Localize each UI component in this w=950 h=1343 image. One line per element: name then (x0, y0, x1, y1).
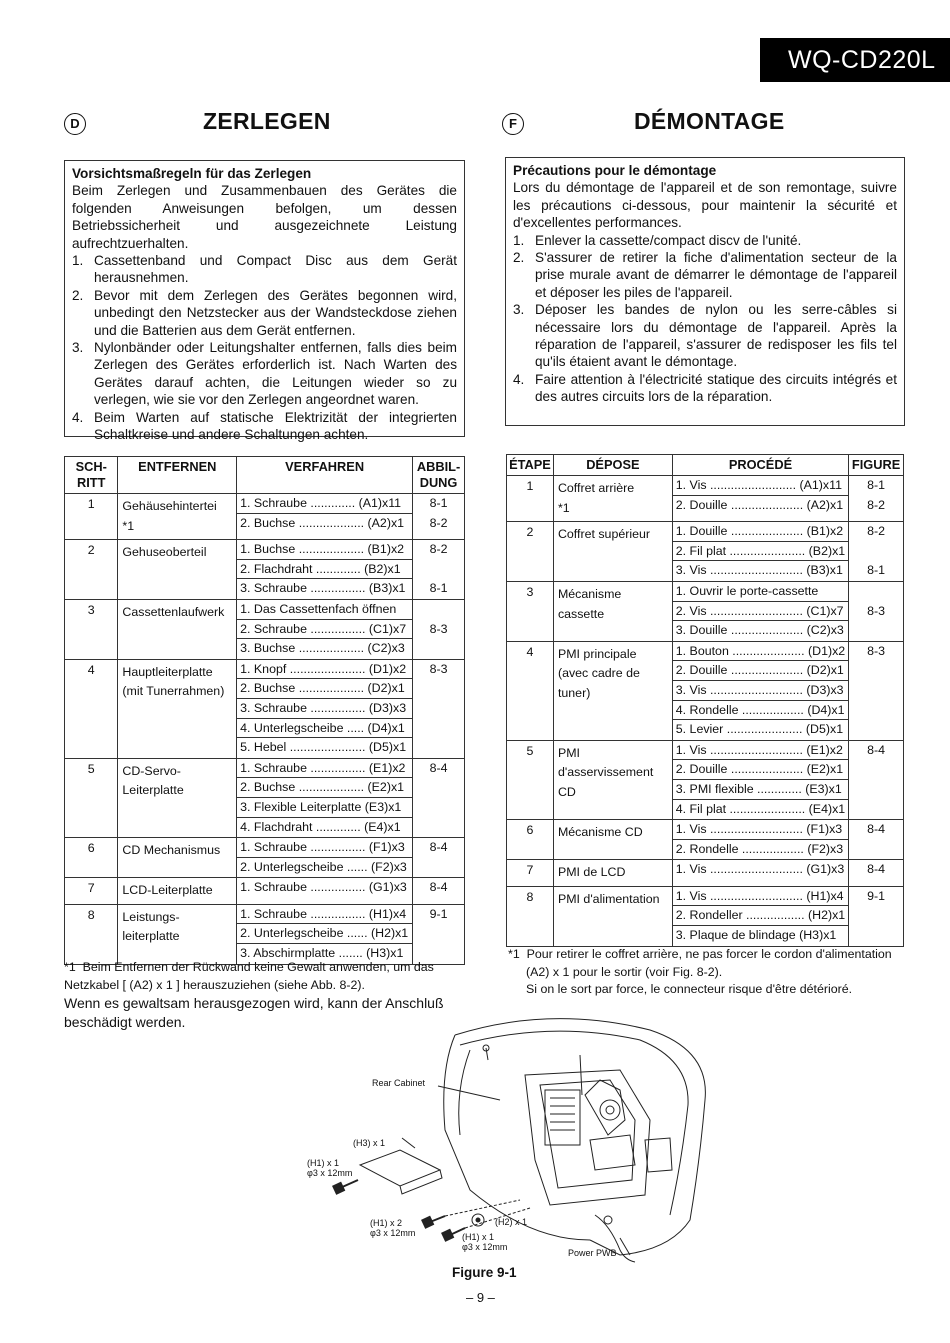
procedure-line: 2. Buchse ................... (E2)x1 (237, 778, 412, 798)
part-line: Coffret arrière (557, 481, 635, 495)
list-item: 1. Enlever la cassette/compact discv de l'unité. (513, 232, 802, 248)
figure-ref (849, 906, 903, 926)
part-cell (553, 476, 672, 522)
french-table-body (507, 476, 904, 947)
table-row (507, 820, 904, 860)
figure-ref (849, 720, 903, 740)
figure-ref: 8-4 (867, 822, 886, 837)
part-line: Leiterplatte (122, 783, 184, 798)
step-cell: 1 (507, 476, 554, 522)
german-section-title: ZERLEGEN (203, 108, 331, 134)
step-cell: 4 (507, 641, 554, 740)
german-disassembly-table (64, 456, 465, 965)
list-item: 4. Faire attention à l'électricité statique des circuits intégrés et des autres circuits lors de la réparation. (513, 371, 897, 405)
header-figure: ABBIL-DUNG (413, 457, 465, 494)
french-footnote (508, 946, 928, 999)
figure-ref (849, 621, 903, 641)
figure-cell (413, 838, 465, 878)
figure-ref (849, 701, 903, 721)
list-item: 4. Beim Warten auf statische Elektrizität der integrierten Schaltkreise und andere Schaltungen achten. (72, 409, 457, 443)
list-item: 3. Nylonbänder oder Leitungshalter entfernen, falls dies beim Zerlegen des Gerätes erforderlich ist. Nach Warten des Gerätes darauf achten, die Leitungen wieder so zu verlegen, wie sie vor den Zerlegen angeordnet waren. (72, 340, 457, 408)
list-item: 2. S'assurer de retirer la fiche d'alimentation secteur de la prise murale avant de démarrer le démontage de l'appareil et déposer les piles de l'appareil. (513, 250, 897, 300)
footnote-mark: *1 (508, 947, 520, 961)
step-cell: 5 (507, 740, 554, 819)
german-table-body (65, 494, 465, 965)
procedure-line: 3. Plaque de blindage (H3)x1 (675, 928, 837, 943)
figure-ref (849, 840, 903, 860)
procedure-line: 2. Fil plat ...................... (B2)x1 (673, 542, 848, 562)
figure-ref (849, 582, 903, 602)
step-cell: 3 (507, 581, 554, 641)
table-header-row (65, 457, 465, 494)
table-row (507, 641, 904, 740)
procedure-line: 1. Bouton ..................... (D1)x2 (673, 642, 848, 662)
part-line: cassette (557, 606, 605, 621)
procedure-cell (672, 641, 848, 740)
label-power-pwb: Power PWB (568, 1248, 617, 1258)
step-cell: 2 (65, 540, 118, 600)
part-line: Leistungs- (122, 909, 180, 924)
procedure-cell (672, 581, 848, 641)
procedure-line: 5. Levier ...................... (D5)x1 (675, 722, 844, 737)
procedure-line: 1. Vis ........................... (G1)x3 (675, 862, 845, 877)
header-procedure: PROCÉDÉ (672, 455, 848, 476)
part-line: CD-Servo- (122, 763, 181, 778)
procedure-line: 1. Schraube ................ (G1)x3 (240, 880, 407, 895)
figure-ref: 8-3 (429, 621, 448, 636)
step-cell: 6 (507, 820, 554, 860)
procedure-line: 2. Vis ........................... (C1)x7 (673, 602, 848, 622)
step-cell: 3 (65, 599, 118, 659)
figure-ref: 8-4 (429, 840, 448, 855)
procedure-cell (237, 878, 413, 905)
footnote-line: Si on le sort par force, le connecteur risque d'être détérioré. (526, 982, 853, 996)
figure-ref (849, 800, 903, 820)
part-line: *1 (122, 518, 135, 533)
header-procedure: VERFAHREN (237, 457, 413, 494)
figure-ref (413, 679, 464, 699)
procedure-cell (237, 659, 413, 758)
part-cell (553, 886, 672, 946)
part-cell (118, 758, 237, 837)
procedure-line: 1. Vis ........................... (F1)x3 (673, 820, 848, 840)
figure-ref (413, 600, 464, 620)
figure-ref (413, 798, 464, 818)
figure-cell (849, 820, 904, 860)
procedure-cell (672, 476, 848, 522)
procedure-cell (672, 820, 848, 860)
procedure-line: 2. Rondelle .................. (F2)x3 (675, 841, 844, 856)
part-cell (553, 581, 672, 641)
list-item: 2. Bevor mit dem Zerlegen des Gerätes begonnen wird, unbedingt den Netzstecker aus der Wandsteckdose ziehen und die Batterien aus dem Gerät entfernen. (72, 287, 457, 338)
figure-ref: 9-1 (867, 888, 886, 903)
procedure-cell (237, 758, 413, 837)
step-cell: 7 (65, 878, 118, 905)
table-row (65, 494, 465, 540)
part-line: LCD-Leiterplatte (122, 883, 213, 898)
step-cell: 8 (507, 886, 554, 946)
part-line: Hauptleiterplatte (122, 664, 213, 679)
step-cell: 8 (65, 904, 118, 964)
procedure-cell (237, 838, 413, 878)
table-row (65, 904, 465, 964)
label-h1-bottom: (H1) x 2 φ3 x 12mm (370, 1218, 416, 1238)
figure-ref (413, 560, 464, 580)
figure-ref: 8-2 (867, 497, 886, 512)
part-line: Coffret supérieur (557, 527, 651, 542)
list-item: 3. Déposer les bandes de nylon ou les serre-câbles si nécessaire lors du démontage de l'appareil. Après la réparation de l'appareil, s'assurer de redisposer les fils tel qu'ils étaient avant le démontage. (513, 302, 897, 370)
part-cell (118, 659, 237, 758)
procedure-line: 5. Hebel ...................... (D5)x1 (240, 740, 407, 755)
french-caution-title: Précautions pour le démontage (513, 163, 717, 178)
procedure-line: 3. Douille ..................... (C2)x3 (675, 623, 844, 638)
figure-cell (413, 659, 465, 758)
procedure-line: 2. Buchse ................... (A2)x1 (240, 515, 405, 530)
model-label: WQ-CD220L (760, 38, 950, 82)
procedure-cell (237, 494, 413, 540)
german-caution-title: Vorsichtsmaßregeln für das Zerlegen (72, 166, 312, 181)
header-step: ÉTAPE (507, 455, 554, 476)
figure-ref: 8-2 (429, 542, 448, 557)
table-row (507, 581, 904, 641)
procedure-line: 2. Flachdraht ............. (B2)x1 (237, 560, 412, 580)
figure-caption: Figure 9-1 (452, 1265, 517, 1280)
procedure-cell (672, 740, 848, 819)
figure-ref: 8-4 (429, 880, 448, 895)
procedure-line: 4. Unterlegscheibe ..... (D4)x1 (237, 719, 412, 739)
procedure-cell (237, 540, 413, 600)
part-cell (553, 820, 672, 860)
french-caution-list (513, 232, 897, 406)
figure-cell (849, 522, 904, 582)
label-h3: (H3) x 1 (353, 1138, 386, 1148)
figure-ref: 8-1 (429, 496, 448, 510)
procedure-line: 2. Schraube ................ (C1)x7 (237, 620, 412, 640)
footnote-line: Pour retirer le coffret arrière, ne pas forcer le cordon d'alimentation (526, 947, 892, 961)
figure-cell (413, 904, 465, 964)
figure-ref: 8-3 (867, 603, 886, 618)
figure-ref (413, 639, 464, 659)
procedure-line: 3. Flexible Leiterplatte (E3)x1 (237, 798, 412, 818)
part-line: PMI (557, 745, 580, 760)
figure-ref (849, 681, 903, 701)
part-cell (118, 494, 237, 540)
procedure-cell (672, 860, 848, 887)
label-h1-left: (H1) x 1 φ3 x 12mm (307, 1158, 353, 1178)
procedure-line: 2. Douille ..................... (A2)x1 (675, 497, 844, 512)
part-cell (118, 838, 237, 878)
part-line: tuner) (557, 685, 591, 700)
part-line: PMI de LCD (557, 865, 626, 880)
figure-ref (849, 926, 903, 946)
part-cell (553, 522, 672, 582)
procedure-line: 2. Rondeller ................. (H2)x1 (673, 906, 848, 926)
footnote-line: Beim Entfernen der Rückwand keine Gewalt anwenden, um das (82, 960, 434, 974)
procedure-line: 3. Abschirmplatte ....... (H3)x1 (240, 946, 404, 961)
header-part: DÉPOSE (553, 455, 672, 476)
procedure-line: 1. Schraube ............. (A1)x11 (237, 494, 412, 514)
footnote-line: Netzkabel [ (A2) x 1 ] herauszuziehen (siehe Abb. 8-2). (64, 977, 365, 992)
table-row (65, 659, 465, 758)
label-rear-cabinet: Rear Cabinet (372, 1078, 426, 1088)
procedure-line: 1. Vis ......................... (A1)x11 (673, 476, 848, 496)
label-h1-right: (H1) x 1 φ3 x 12mm (462, 1232, 508, 1252)
step-cell: 1 (65, 494, 118, 540)
table-row (65, 758, 465, 837)
figure-cell (849, 641, 904, 740)
part-cell (553, 740, 672, 819)
header-part: ENTFERNEN (118, 457, 237, 494)
part-cell (118, 599, 237, 659)
figure-cell (849, 740, 904, 819)
figure-cell (849, 860, 904, 887)
german-caution-intro: Beim Zerlegen und Zusammenbauen des Gerätes die folgenden Anweisungen befolgen, um dessen Betriebssicherheit und ausgezeichnete Leistung aufrechtzuerhalten. (72, 183, 457, 251)
procedure-line: 1. Vis ........................... (H1)x4 (673, 887, 848, 907)
part-line: PMI d'alimentation (557, 891, 660, 906)
french-caution-intro: Lors du démontage de l'appareil et de son remontage, suivre les précautions ci-dessous, pour maintenir la sécurité et d'excellentes performances. (513, 180, 897, 231)
figure-ref: 8-3 (429, 661, 448, 676)
part-cell (118, 878, 237, 905)
procedure-line: 3. Schraube ................ (D3)x3 (237, 699, 412, 719)
part-cell (553, 860, 672, 887)
part-line: Mécanisme CD (557, 825, 643, 840)
figure-ref (849, 760, 903, 780)
part-line: leiterplatte (122, 929, 180, 944)
part-line: (mit Tunerrahmen) (122, 684, 225, 699)
figure-cell (849, 581, 904, 641)
figure-ref (413, 719, 464, 739)
step-cell: 6 (65, 838, 118, 878)
procedure-line: 2. Douille ..................... (D2)x1 (673, 661, 848, 681)
figure-ref: 8-2 (429, 515, 448, 530)
figure-ref: 8-1 (429, 581, 448, 596)
part-line: CD Mechanismus (122, 843, 221, 858)
procedure-line: 1. Douille ..................... (B1)x2 (673, 522, 848, 542)
table-row (65, 599, 465, 659)
figure-ref (413, 699, 464, 719)
figure-ref: 8-3 (867, 643, 886, 658)
table-row (65, 878, 465, 905)
german-language-mark: D (64, 113, 86, 135)
procedure-line: 4. Rondelle .................. (D4)x1 (673, 701, 848, 721)
figure-ref: 8-1 (867, 563, 886, 578)
table-header-row (507, 455, 904, 476)
table-row (65, 540, 465, 600)
figure-ref: 8-1 (867, 478, 886, 492)
french-language-mark: F (502, 113, 524, 135)
french-disassembly-table (506, 454, 904, 947)
procedure-line: 1. Buchse ................... (B1)x2 (237, 540, 412, 560)
part-cell (553, 641, 672, 740)
figure-ref (849, 542, 903, 562)
part-cell (118, 904, 237, 964)
figure-ref: 8-4 (429, 760, 448, 775)
part-line: *1 (557, 500, 570, 515)
table-row (507, 860, 904, 887)
german-caution-box (64, 160, 465, 443)
part-line: Cassettenlaufwerk (122, 604, 225, 619)
figure-ref (413, 858, 464, 878)
procedure-line: 3. Schraube ................ (B3)x1 (240, 581, 406, 596)
part-line: Gehäusehintertei (122, 499, 217, 513)
french-caution-box (505, 157, 905, 426)
figure-ref (413, 738, 464, 758)
header-figure: FIGURE (849, 455, 904, 476)
part-line: PMI principale (557, 646, 637, 661)
figure-ref (849, 661, 903, 681)
footnote-line: beschädigt werden. (64, 1014, 186, 1030)
step-cell: 4 (65, 659, 118, 758)
procedure-line: 1. Schraube ................ (F1)x3 (237, 838, 412, 858)
part-line: Mécanisme (557, 586, 622, 601)
figure-ref (849, 780, 903, 800)
procedure-cell (237, 599, 413, 659)
procedure-line: 1. Knopf ...................... (D1)x2 (237, 660, 412, 680)
procedure-line: 2. Unterlegscheibe ...... (F2)x3 (240, 859, 407, 874)
figure-cell (413, 540, 465, 600)
step-cell: 5 (65, 758, 118, 837)
procedure-line: 1. Ouvrir le porte-cassette (673, 582, 848, 602)
figure-9-1-drawing (290, 1010, 710, 1265)
step-cell: 2 (507, 522, 554, 582)
figure-ref: 8-4 (867, 862, 886, 877)
table-row (507, 740, 904, 819)
part-cell (118, 540, 237, 600)
table-row (507, 522, 904, 582)
footnote-line: (A2) x 1 pour le sortir (voir Fig. 8-2). (526, 964, 723, 979)
procedure-line: 1. Schraube ................ (E1)x2 (237, 759, 412, 779)
procedure-line: 3. PMI flexible ............. (E3)x1 (673, 780, 848, 800)
procedure-line: 3. Vis ........................... (D3)x3 (673, 681, 848, 701)
procedure-line: 2. Buchse ................... (D2)x1 (237, 679, 412, 699)
step-cell: 7 (507, 860, 554, 887)
procedure-cell (237, 904, 413, 964)
procedure-cell (672, 886, 848, 946)
part-line: d'asservissement (557, 765, 654, 780)
procedure-line: 2. Douille ..................... (E2)x1 (673, 760, 848, 780)
figure-ref (413, 778, 464, 798)
label-h2: (H2) x 1 (495, 1217, 528, 1227)
page-number: – 9 – (466, 1290, 495, 1305)
figure-cell (849, 886, 904, 946)
procedure-line: 2. Unterlegscheibe ...... (H2)x1 (237, 924, 412, 944)
table-row (507, 476, 904, 522)
table-row (507, 886, 904, 946)
procedure-line: 1. Schraube ................ (H1)x4 (237, 905, 412, 925)
figure-cell (413, 494, 465, 540)
figure-cell (413, 878, 465, 905)
french-section-title: DÉMONTAGE (634, 108, 785, 134)
figure-ref: 8-2 (867, 524, 886, 539)
footnote-mark: *1 (64, 960, 76, 974)
german-caution-list (72, 252, 457, 443)
header-step: SCH-RITT (65, 457, 118, 494)
figure-ref: 9-1 (429, 906, 448, 921)
part-line: CD (557, 784, 576, 799)
part-line: (avec cadre de (557, 666, 640, 681)
figure-cell (849, 476, 904, 522)
list-item: 1. Cassettenband und Compact Disc aus dem Gerät herausnehmen. (72, 253, 457, 286)
procedure-line: 1. Das Cassettenfach öffnen (237, 600, 412, 620)
procedure-line: 4. Fil plat ...................... (E4)x1 (675, 801, 846, 816)
procedure-line: 4. Flachdraht ............. (E4)x1 (240, 819, 401, 834)
figure-cell (413, 599, 465, 659)
figure-cell (413, 758, 465, 837)
figure-ref (413, 924, 464, 944)
procedure-line: 1. Vis ........................... (E1)x2 (673, 741, 848, 761)
table-row (65, 838, 465, 878)
part-line: Gehuseoberteil (122, 545, 207, 560)
procedure-line: 3. Vis ........................... (B3)x1 (675, 563, 843, 578)
footnote-line: Wenn es gewaltsam herausgezogen wird, kann der Anschluß (64, 995, 444, 1011)
procedure-line: 3. Buchse ................... (C2)x3 (240, 641, 405, 656)
figure-ref: 8-4 (867, 742, 886, 757)
procedure-cell (672, 522, 848, 582)
figure-ref (413, 818, 464, 838)
